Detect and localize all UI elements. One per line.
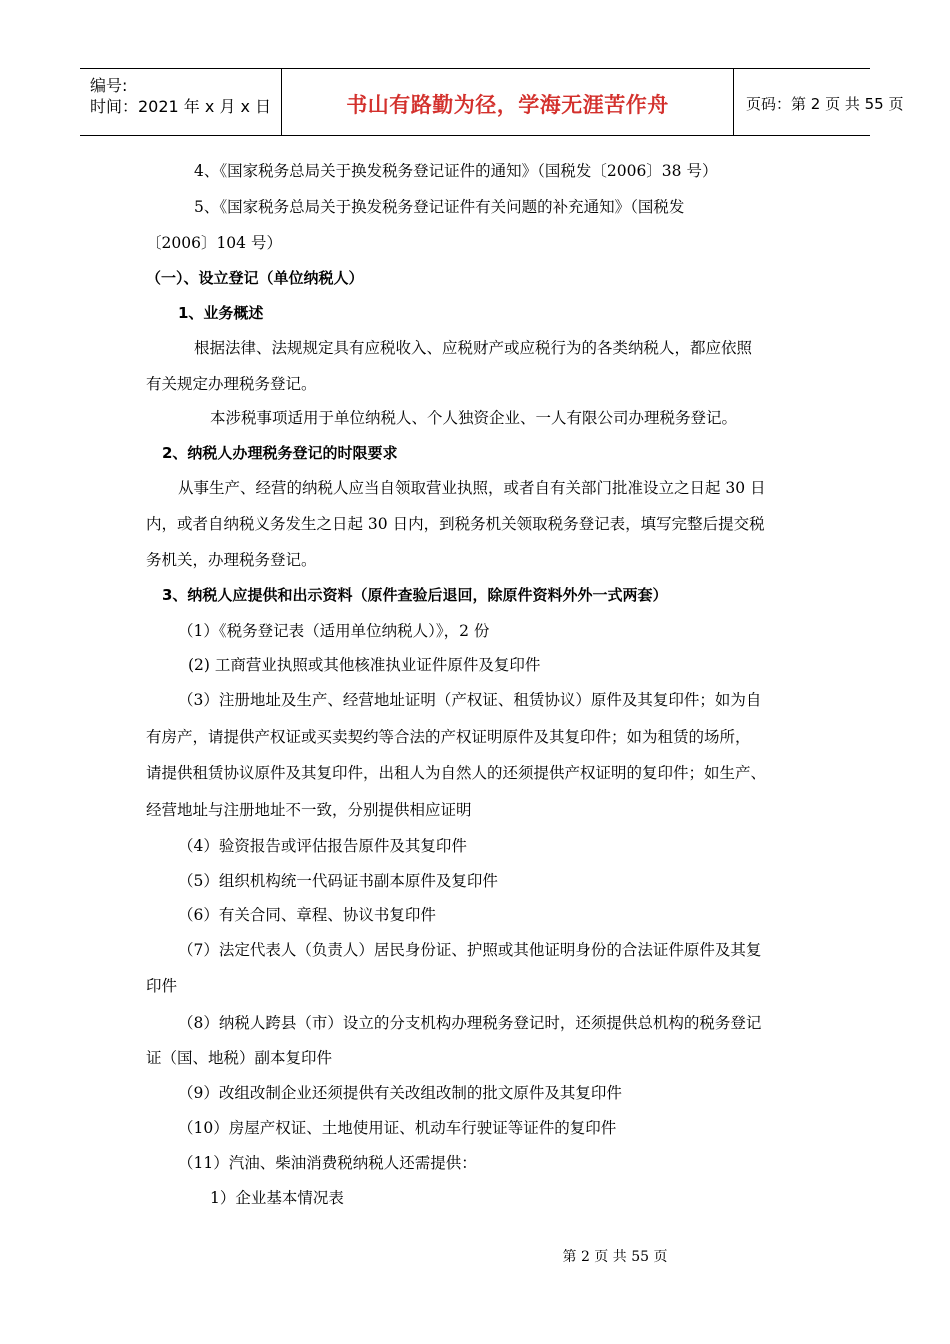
list-item: （3）注册地址及生产、经营地址证明（产权证、租赁协议）原件及其复印件；如为自 (178, 691, 762, 709)
list-item: （5）组织机构统一代码证书副本原件及复印件 (178, 872, 498, 890)
subheading-time-limit: 2、纳税人办理税务登记的时限要求 (162, 444, 398, 462)
list-item: （11）汽油、柴油消费税纳税人还需提供： (178, 1154, 477, 1172)
list-item: （1）《税务登记表（适用单位纳税人）》，2 份 (178, 622, 490, 640)
subheading-overview: 1、业务概述 (178, 304, 264, 322)
list-item-cont: 印件 (146, 977, 178, 995)
header-motto-cell (282, 69, 734, 135)
list-item: （4）验资报告或评估报告原件及其复印件 (178, 837, 467, 855)
document-number-label: 编号: (90, 76, 128, 95)
document-time: 时间：2021 年 x 月 x 日 (90, 97, 272, 116)
list-item-cont: 请提供租赁协议原件及其复印件，出租人为自然人的还须提供产权证明的复印件；如生产、 (146, 764, 767, 782)
list-item-cont: 经营地址与注册地址不一致，分别提供相应证明 (146, 801, 472, 819)
paragraph-line: 务机关，办理税务登记。 (146, 551, 317, 569)
header-motto: 书山有路勤为径，学海无涯苦作舟 (346, 93, 669, 117)
list-item: （9）改组改制企业还须提供有关改组改制的批文原件及其复印件 (178, 1084, 622, 1102)
list-item-cont: 证（国、地税）副本复印件 (146, 1049, 333, 1067)
subheading-materials: 3、纳税人应提供和出示资料（原件查验后退回，除原件资料外外一式两套） (162, 586, 668, 604)
paragraph-line: 内，或者自纳税义务发生之日起 30 日内，到税务机关领取税务登记表，填写完整后提交税 (146, 515, 765, 533)
paragraph-line: 有关规定办理税务登记。 (146, 375, 317, 393)
document-header (80, 68, 904, 136)
header-page-cell (734, 69, 904, 135)
header-page-info: 页码：第 2 页 共 55 页 (746, 95, 904, 113)
list-item: （8）纳税人跨县（市）设立的分支机构办理税务登记时，还须提供总机构的税务登记 (178, 1014, 762, 1032)
list-item: （7）法定代表人（负责人）居民身份证、护照或其他证明身份的合法证件原件及其复 (178, 941, 762, 959)
sub-list-item: 1）企业基本情况表 (210, 1189, 344, 1207)
paragraph-line: 从事生产、经营的纳税人应当自领取营业执照，或者自有关部门批准设立之日起 30 日 (178, 479, 766, 497)
paragraph-line: 本涉税事项适用于单位纳税人、个人独资企业、一人有限公司办理税务登记。 (210, 409, 738, 427)
list-item: (2) 工商营业执照或其他核准执业证件原件及复印件 (188, 656, 541, 674)
header-meta-cell (80, 69, 282, 135)
list-item: （10）房屋产权证、土地使用证、机动车行驶证等证件的复印件 (178, 1119, 617, 1137)
list-item-cont: 有房产，请提供产权证或买卖契约等合法的产权证明原件及其复印件；如为租赁的场所， (146, 728, 751, 746)
list-item: （6）有关合同、章程、协议书复印件 (178, 906, 436, 924)
paragraph-line: 根据法律、法规规定具有应税收入、应税财产或应税行为的各类纳税人，都应依照 (194, 339, 753, 357)
section-heading: （一）、设立登记（单位纳税人） (146, 269, 364, 287)
reference-item-4: 4、《国家税务总局关于换发税务登记证件的通知》（国税发〔2006〕38 号） (194, 162, 718, 180)
reference-item-5-cont: 〔2006〕104 号） (146, 234, 282, 252)
page-footer: 第 2 页 共 55 页 (562, 1249, 668, 1265)
reference-item-5: 5、《国家税务总局关于换发税务登记证件有关问题的补充通知》（国税发 (194, 198, 685, 216)
